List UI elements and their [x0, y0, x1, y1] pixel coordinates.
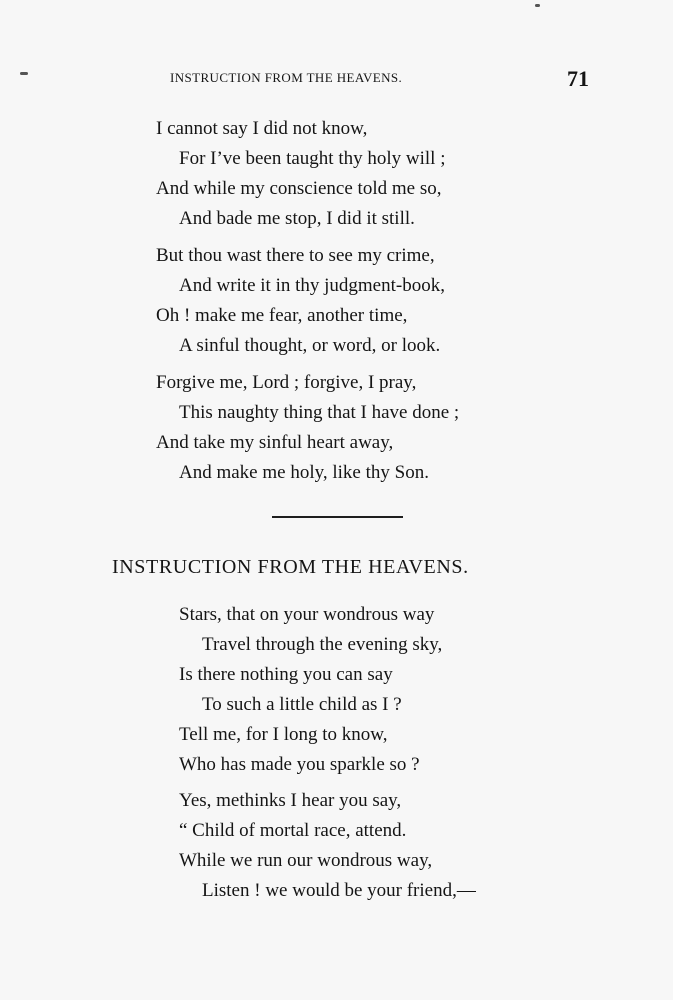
- poem-line: And take my sinful heart away,: [156, 432, 394, 453]
- poem-line: While we run our wondrous way,: [179, 850, 433, 871]
- poem-title: INSTRUCTION FROM THE HEAVENS.: [112, 556, 469, 578]
- poem-line: Is there nothing you can say: [179, 664, 393, 685]
- running-head: INSTRUCTION FROM THE HEAVENS.: [170, 70, 403, 85]
- poem-line: Listen ! we would be your friend,—: [202, 880, 476, 901]
- poem-line: And make me holy, like thy Son.: [179, 462, 429, 483]
- poem-line: And write it in thy judgment-book,: [179, 275, 445, 296]
- poem-2-stanza-1: [179, 600, 599, 780]
- poem-line: And bade me stop, I did it still.: [179, 208, 415, 229]
- poem-line: Stars, that on your wondrous way: [179, 604, 435, 625]
- poem-line: Tell me, for I long to know,: [179, 724, 388, 745]
- margin-mark: [535, 4, 540, 7]
- poem-line: For I’ve been taught thy holy will ;: [179, 148, 446, 169]
- poem-line: But thou wast there to see my crime,: [156, 245, 435, 266]
- poem-line: This naughty thing that I have done ;: [179, 402, 460, 423]
- poem-line: Travel through the evening sky,: [202, 634, 443, 655]
- poem-line: Who has made you sparkle so ?: [179, 754, 420, 775]
- poem-line: “ Child of mortal race, attend.: [179, 820, 407, 841]
- section-divider: [272, 516, 403, 518]
- poem-1-stanza-1: [156, 114, 576, 234]
- poem-line: Yes, methinks I hear you say,: [179, 790, 402, 811]
- poem-line: A sinful thought, or word, or look.: [179, 335, 441, 356]
- poem-line: And while my conscience told me so,: [156, 178, 442, 199]
- poem-line: Forgive me, Lord ; forgive, I pray,: [156, 372, 417, 393]
- poem-2-stanza-2: [179, 786, 599, 906]
- poem-line: Oh ! make me fear, another time,: [156, 305, 408, 326]
- page-number: 71: [567, 66, 589, 91]
- poem-1-stanza-2: [156, 241, 576, 361]
- poem-line: I cannot say I did not know,: [156, 118, 368, 139]
- poem-1-stanza-3: [156, 368, 576, 488]
- margin-mark: [20, 72, 28, 75]
- poem-line: To such a little child as I ?: [202, 694, 402, 715]
